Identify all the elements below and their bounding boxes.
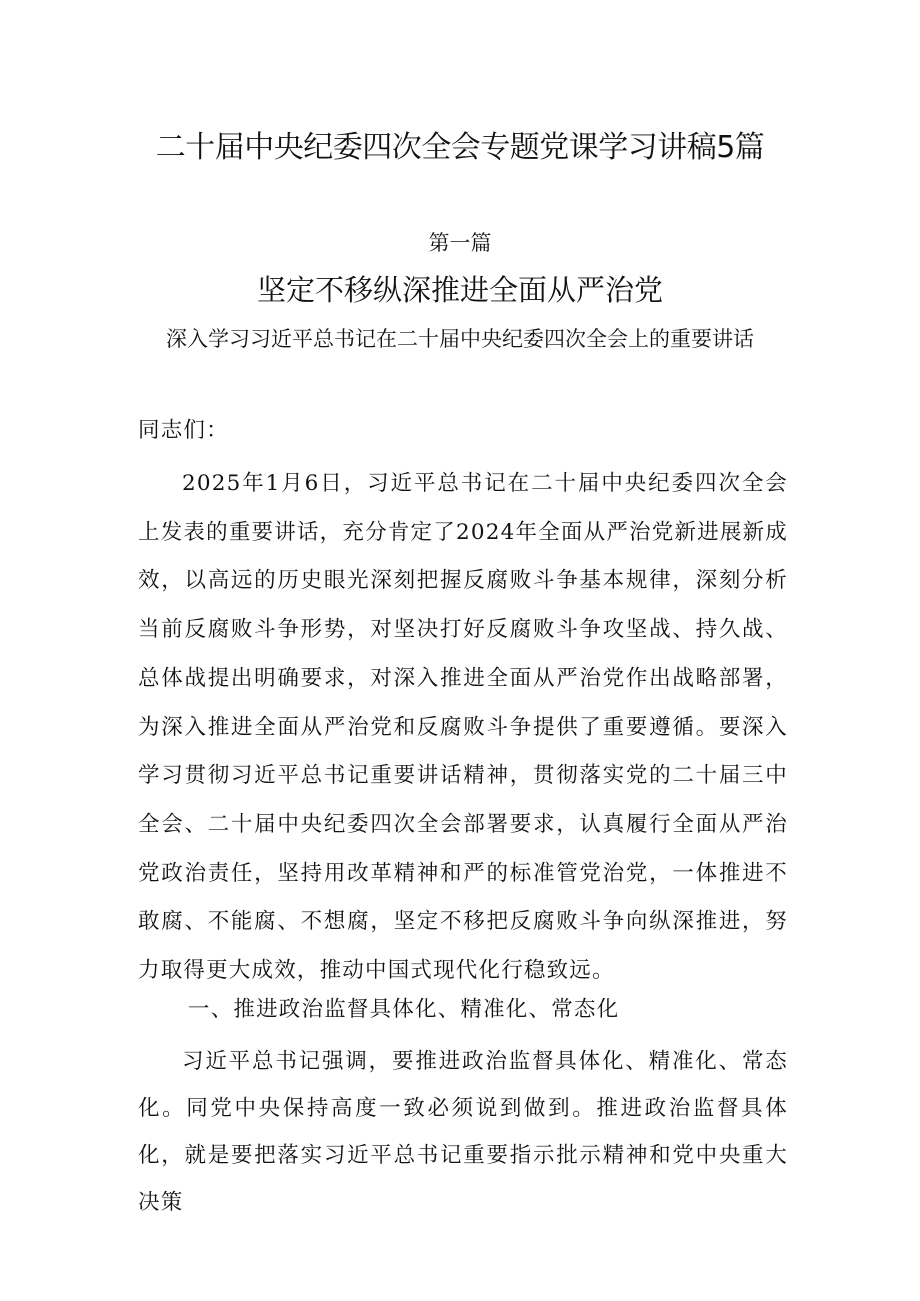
body-paragraph-2: 习近平总书记强调，要推进政治监督具体化、精准化、常态化。同党中央保持高度一致必须说到做到。推进政治监督具体化，就是要把落实习近平总书记重要指示批示精神和党中央重大决策 [138,1049,788,1215]
document-title: 二十届中央纪委四次全会专题党课学习讲稿5篇 [155,130,765,165]
article-number: 第一篇 [428,231,492,255]
section-heading-1: 一、推进政治监督具体化、精准化、常态化 [188,997,620,1022]
article-title: 坚定不移纵深推进全面从严治党 [256,273,663,307]
body-paragraph-1: 2025年1月6日，习近平总书记在二十届中央纪委四次全会上发表的重要讲话，充分肯定了2024年全面从严治党新进展新成效，以高远的历史眼光深刻把握反腐败斗争基本规律，深刻分析当前反腐败斗争形势，对坚决打好反腐败斗争攻坚战、持久战、总体战提出明确要求，对深入推进全面从严治党作出战略部署，为深入推进全面从严治党和反腐败斗争提供了重要遵循。要深入学习贯彻习近平总书记重要讲话精神，贯彻落实党的二十届三中全会、二十届中央纪委四次全会部署要求，认真履行全面从严治党政治责任，坚持用改革精神和严的标准管党治党，一体推进不敢腐、不能腐、不想腐，坚定不移把反腐败斗争向纵深推进，努力取得更大成效，推动中国式现代化行稳致远。 [138,471,788,984]
article-subtitle: 深入学习习近平总书记在二十届中央纪委四次全会上的重要讲话 [166,327,754,351]
salutation: 同志们： [138,418,229,443]
